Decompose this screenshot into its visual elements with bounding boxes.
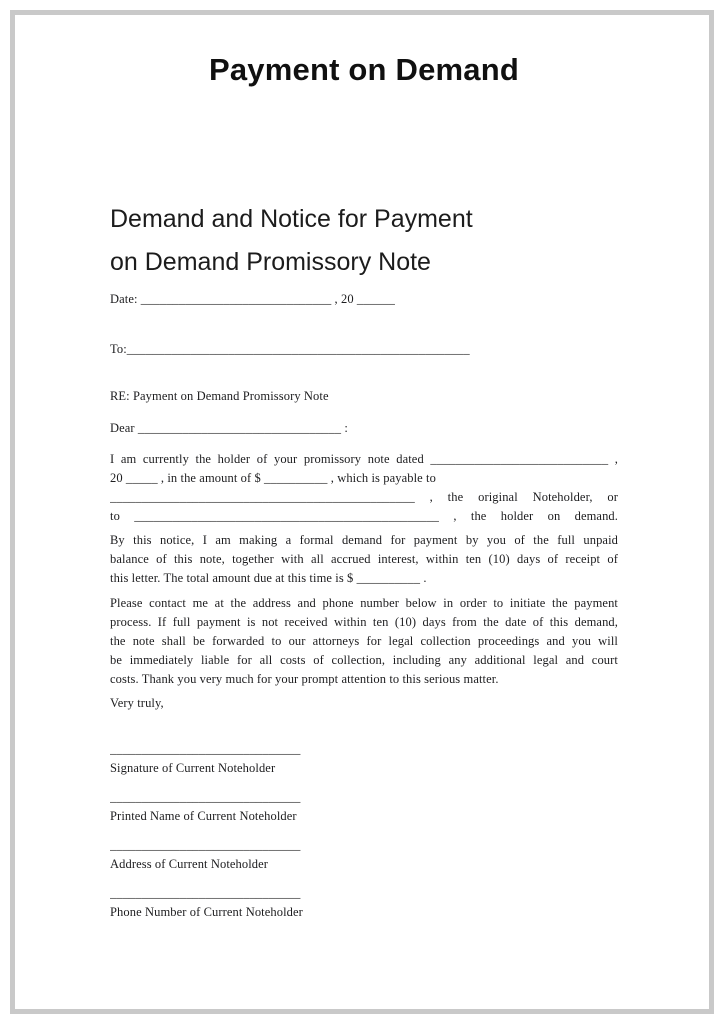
signature-label: Phone Number of Current Noteholder [110,905,303,919]
letter-heading-line-1: Demand and Notice for Payment [110,205,473,233]
paragraph-3 [110,594,618,689]
letter-heading-line-2: on Demand Promissory Note [110,248,431,276]
paragraph-3-line-2: process. If full payment is not received within ten (10) days from the date of this demand, [110,615,618,629]
signature-label: Address of Current Noteholder [110,857,269,871]
signature-block [110,884,618,922]
letter-heading [110,198,618,284]
paragraph-2-line-2: balance of this note, together with all accrued interest, within ten (10) days of receipt of [110,552,618,566]
signature-line: ______________________________ [110,886,301,900]
closing-line: Very truly, [110,696,164,710]
signature-line: ______________________________ [110,838,301,852]
date-line: Date: ______________________________ , 20 ______ [110,292,395,306]
signature-block [110,740,618,778]
paragraph-2-line-1: By this notice, I am making a formal demand for payment by you of the full unpaid [110,533,618,547]
signature-block [110,788,618,826]
paragraph-1-line-4: to ________________________________________________ , the holder on demand. [110,509,618,523]
signature-line: ______________________________ [110,790,301,804]
paragraph-3-line-3: the note shall be forwarded to our attorneys for legal collection proceedings and you will [110,634,618,648]
paragraph-3-line-1: Please contact me at the address and phone number below in order to initiate the payment [110,596,618,610]
signature-line: ______________________________ [110,742,301,756]
paragraph-1-line-1: I am currently the holder of your promissory note dated ____________________________ , [110,452,618,466]
paragraph-2 [110,531,618,588]
signature-label: Signature of Current Noteholder [110,761,276,775]
document-title: Payment on Demand [208,52,520,87]
paragraph-3-line-4: be immediately liable for all costs of collection, including any additional legal and court [110,653,618,667]
salutation-line: Dear ________________________________ : [110,421,348,435]
paragraph-2-line-3: this letter. The total amount due at this time is $ __________ . [110,571,427,585]
paragraph-1-line-3: ________________________________________________ , the original Noteholder, or [110,490,618,504]
signature-label: Printed Name of Current Noteholder [110,809,297,823]
re-line: RE: Payment on Demand Promissory Note [110,389,329,403]
paragraph-3-line-5: costs. Thank you very much for your prompt attention to this serious matter. [110,672,499,686]
letter-body [110,290,618,922]
paragraph-1-line-2: 20 _____ , in the amount of $ __________ , which is payable to [110,471,436,485]
document-page [15,15,709,1009]
to-line: To:______________________________________________________ [110,342,470,356]
paragraph-1 [110,450,618,526]
signature-block [110,836,618,874]
